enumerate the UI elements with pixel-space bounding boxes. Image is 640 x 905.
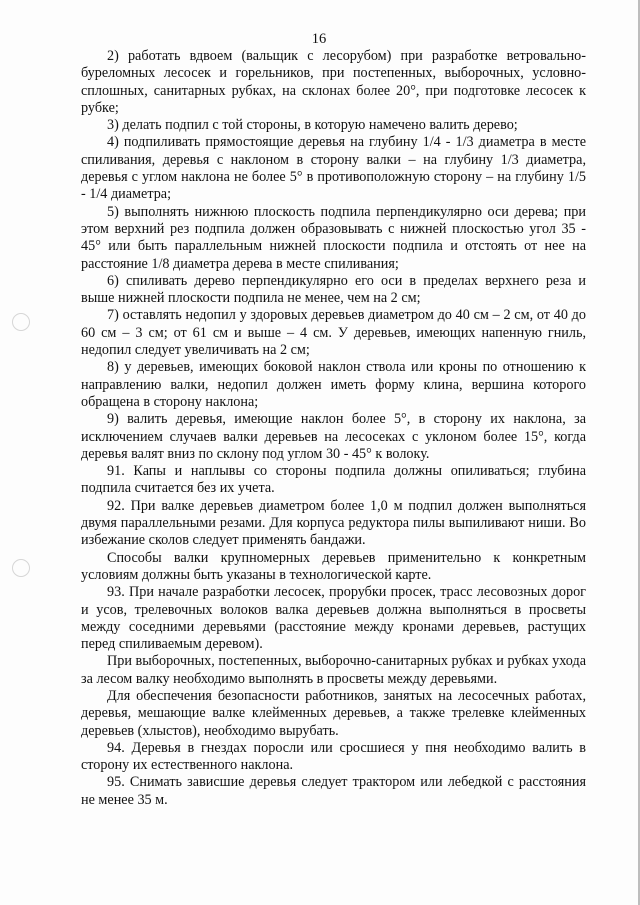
paragraph: 92. При валке деревьев диаметром более 1,0 м подпил должен выполняться двумя параллельными резами. Для корпуса редуктора пилы выпиливают ниши. Во избежание сколов следует применять бандажи. (81, 497, 586, 549)
paragraph: 8) у деревьев, имеющих боковой наклон ствола или кроны по отношению к направлению валки, недопил должен иметь форму клина, вершина которого обращена в сторону наклона; (81, 359, 586, 410)
paragraph: 93. При начале разработки лесосек, прорубки просек, трасс лесовозных дорог и усов, трелевочных волоков валка деревьев должна выполняться в просветы между соседними деревьями (расстояние между кронами деревьев, растущих перед спиливаемым деревом). (81, 584, 586, 653)
paragraph: 94. Деревья в гнездах поросли или сросшиеся у пня необходимо валить в сторону их естественного наклона. (81, 739, 586, 774)
paragraph: 2) работать вдвоем (вальщик с лесорубом) при разработке ветровально-буреломных лесосек и горельников, при постепенных, выборочных, условно-сплошных, санитарных рубках, на склонах более 20°, при подготовке лесосек к рубке; (81, 48, 586, 116)
paragraph: Для обеспечения безопасности работников, занятых на лесосечных работах, деревья, мешающие валке клейменных деревьев, а также трелевке клейменных деревьев (хлыстов), необходимо вырубать. (81, 687, 586, 739)
paragraph: 6) спиливать дерево перпендикулярно его оси в пределах верхнего реза и выше нижней плоскости подпила не менее, чем на 2 см; (81, 272, 586, 307)
document-body (81, 48, 586, 809)
page-number: 16 (311, 31, 327, 47)
punch-hole-mark (12, 559, 30, 577)
paragraph: 4) подпиливать прямостоящие деревья на глубину 1/4 - 1/3 диаметра в месте спиливания, деревья с наклоном в сторону валки – на глубину 1/3 диаметра, деревья с углом наклона не более 5° в противоположную сторону – на глубину 1/5 - 1/4 диаметра; (81, 134, 586, 203)
paragraph: При выборочных, постепенных, выборочно-санитарных рубках и рубках ухода за лесом валку необходимо выполнять в просветы между деревьями. (81, 653, 586, 687)
paragraph: 3) делать подпил с той стороны, в которую намечено валить дерево; (107, 117, 518, 134)
paragraph: Способы валки крупномерных деревьев применительно к конкретным условиям должны быть указаны в технологической карте. (81, 549, 586, 583)
paragraph: 9) валить деревья, имеющие наклон более 5°, в сторону их наклона, за исключением случаев валки деревьев на лесосеках с уклоном более 15°, когда деревья валят вниз по склону под углом 30 - 45° к волоку. (81, 411, 586, 462)
punch-hole-mark (12, 313, 30, 331)
paragraph: 91. Капы и наплывы со стороны подпила должны опиливаться; глубина подпила считается без их учета. (81, 463, 586, 497)
paragraph: 95. Снимать зависшие деревья следует трактором или лебедкой с расстояния не менее 35 м. (81, 774, 586, 808)
paragraph: 7) оставлять недопил у здоровых деревьев диаметром до 40 см – 2 см, от 40 до 60 см – 3 см; от 61 см и выше – 4 см. У деревьев, имеющих напенную гниль, недопил следует увеличивать на 2 см; (81, 307, 586, 359)
paragraph: 5) выполнять нижнюю плоскость подпила перпендикулярно оси дерева; при этом верхний рез подпила должен образовывать с нижней плоскостью угол 35 - 45° или быть параллельным нижней плоскости подпила и отстоять от нее на расстояние 1/8 диаметра дерева в месте спиливания; (81, 203, 586, 272)
